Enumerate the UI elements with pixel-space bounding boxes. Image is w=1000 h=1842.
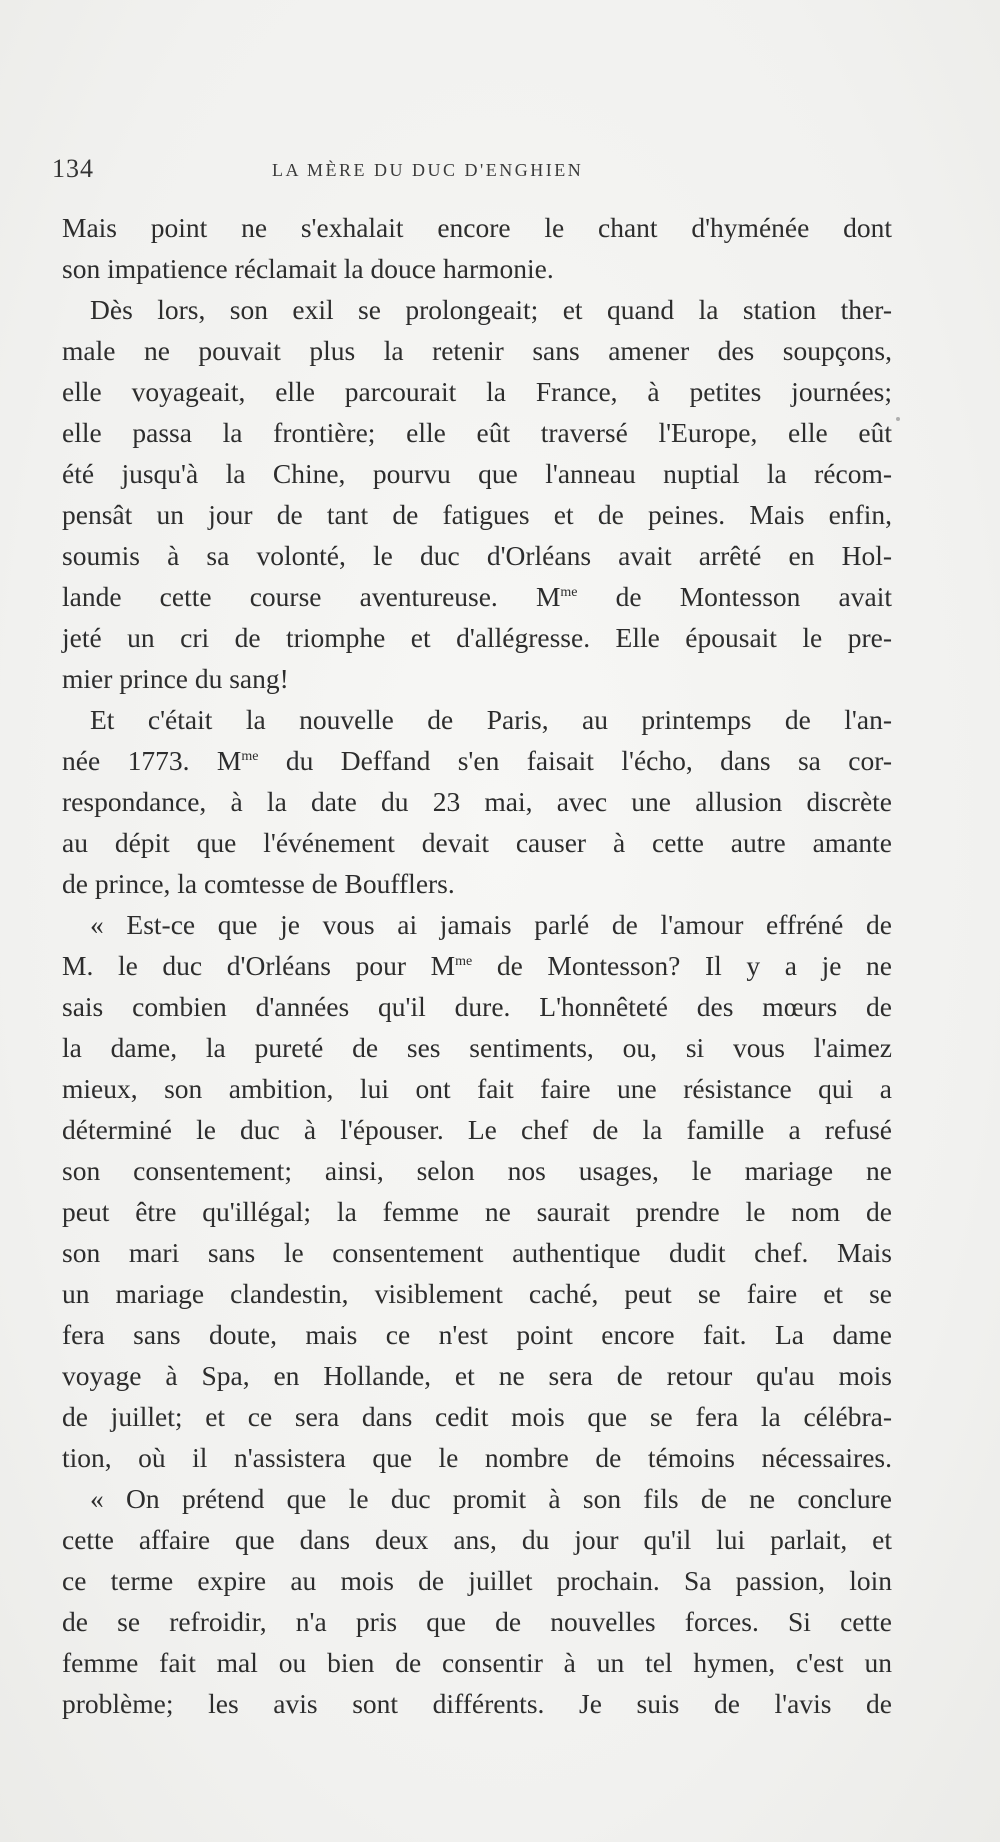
text-line: au dépit que l'événement devait causer à cette autre amante bbox=[62, 827, 892, 858]
text-line: de se refroidir, n'a pris que de nouvelles forces. Si cette bbox=[62, 1606, 892, 1637]
text-line: son impatience réclamait la douce harmonie. bbox=[62, 253, 554, 284]
text-fragment: lande cette course aventureuse. M bbox=[62, 581, 561, 612]
text-line: de juillet; et ce sera dans cedit mois que se fera la célébra- bbox=[62, 1401, 892, 1432]
text-line: respondance, à la date du 23 mai, avec une allusion discrète bbox=[62, 786, 892, 817]
text-line: mier prince du sang! bbox=[62, 663, 289, 694]
text-line: pensât un jour de tant de fatigues et de peines. Mais enfin, bbox=[62, 499, 892, 530]
text-line: ce terme expire au mois de juillet prochain. Sa passion, loin bbox=[62, 1565, 892, 1596]
scan-speck bbox=[896, 417, 900, 421]
text-fragment: de Montesson? Il y a je ne bbox=[472, 950, 892, 981]
body-text bbox=[62, 207, 892, 1724]
text-line: Mais point ne s'exhalait encore le chant d'hyménée dont bbox=[62, 212, 892, 243]
text-line bbox=[62, 945, 892, 986]
text-line: male ne pouvait plus la retenir sans amener des soupçons, bbox=[62, 335, 892, 366]
text-line: été jusqu'à la Chine, pourvu que l'anneau nuptial la récom- bbox=[62, 458, 892, 489]
text-line: problème; les avis sont différents. Je suis de l'avis de bbox=[62, 1688, 892, 1719]
text-line: Et c'était la nouvelle de Paris, au printemps de l'an- bbox=[90, 704, 892, 735]
page-number: 134 bbox=[52, 154, 94, 183]
text-line bbox=[62, 576, 892, 617]
text-line: « On prétend que le duc promit à son fils de ne conclure bbox=[90, 1483, 892, 1514]
text-fragment: née 1773. M bbox=[62, 745, 242, 776]
text-line: de prince, la comtesse de Boufflers. bbox=[62, 868, 455, 899]
text-line: femme fait mal ou bien de consentir à un tel hymen, c'est un bbox=[62, 1647, 892, 1678]
text-line: elle passa la frontière; elle eût traversé l'Europe, elle eût bbox=[62, 417, 892, 448]
text-fragment: M. le duc d'Orléans pour M bbox=[62, 950, 456, 981]
text-line: fera sans doute, mais ce n'est point encore fait. La dame bbox=[62, 1319, 892, 1350]
text-line: tion, où il n'assistera que le nombre de témoins nécessaires. bbox=[62, 1442, 892, 1473]
running-title: LA MÈRE DU DUC D'ENGHIEN bbox=[272, 160, 584, 180]
text-fragment: du Deffand s'en faisait l'écho, dans sa cor- bbox=[258, 745, 892, 776]
text-line: cette affaire que dans deux ans, du jour qu'il lui parlait, et bbox=[62, 1524, 892, 1555]
text-line: mieux, son ambition, lui ont fait faire une résistance qui a bbox=[62, 1073, 892, 1104]
text-line: jeté un cri de triomphe et d'allégresse. Elle épousait le pre- bbox=[62, 622, 892, 653]
text-line: sais combien d'années qu'il dure. L'honnêteté des mœurs de bbox=[62, 991, 892, 1022]
text-line: son mari sans le consentement authentique dudit chef. Mais bbox=[62, 1237, 892, 1268]
text-line: la dame, la pureté de ses sentiments, ou, si vous l'aimez bbox=[62, 1032, 892, 1063]
text-line: voyage à Spa, en Hollande, et ne sera de retour qu'au mois bbox=[62, 1360, 892, 1391]
text-line: déterminé le duc à l'épouser. Le chef de la famille a refusé bbox=[62, 1114, 892, 1145]
superscript-abbreviation: me bbox=[455, 954, 473, 969]
text-line: « Est-ce que je vous ai jamais parlé de l'amour effréné de bbox=[90, 909, 892, 940]
superscript-abbreviation: me bbox=[241, 749, 259, 764]
text-line: peut être qu'illégal; la femme ne saurait prendre le nom de bbox=[62, 1196, 892, 1227]
text-line: un mariage clandestin, visiblement caché, peut se faire et se bbox=[62, 1278, 892, 1309]
page-header bbox=[52, 154, 664, 194]
text-line: elle voyageait, elle parcourait la France, à petites journées; bbox=[62, 376, 892, 407]
text-line: son consentement; ainsi, selon nos usages, le mariage ne bbox=[62, 1155, 892, 1186]
text-line bbox=[62, 740, 892, 781]
text-line: Dès lors, son exil se prolongeait; et quand la station ther- bbox=[90, 294, 892, 325]
text-line: soumis à sa volonté, le duc d'Orléans avait arrêté en Hol- bbox=[62, 540, 892, 571]
superscript-abbreviation: me bbox=[560, 585, 578, 600]
text-fragment: de Montesson avait bbox=[577, 581, 892, 612]
